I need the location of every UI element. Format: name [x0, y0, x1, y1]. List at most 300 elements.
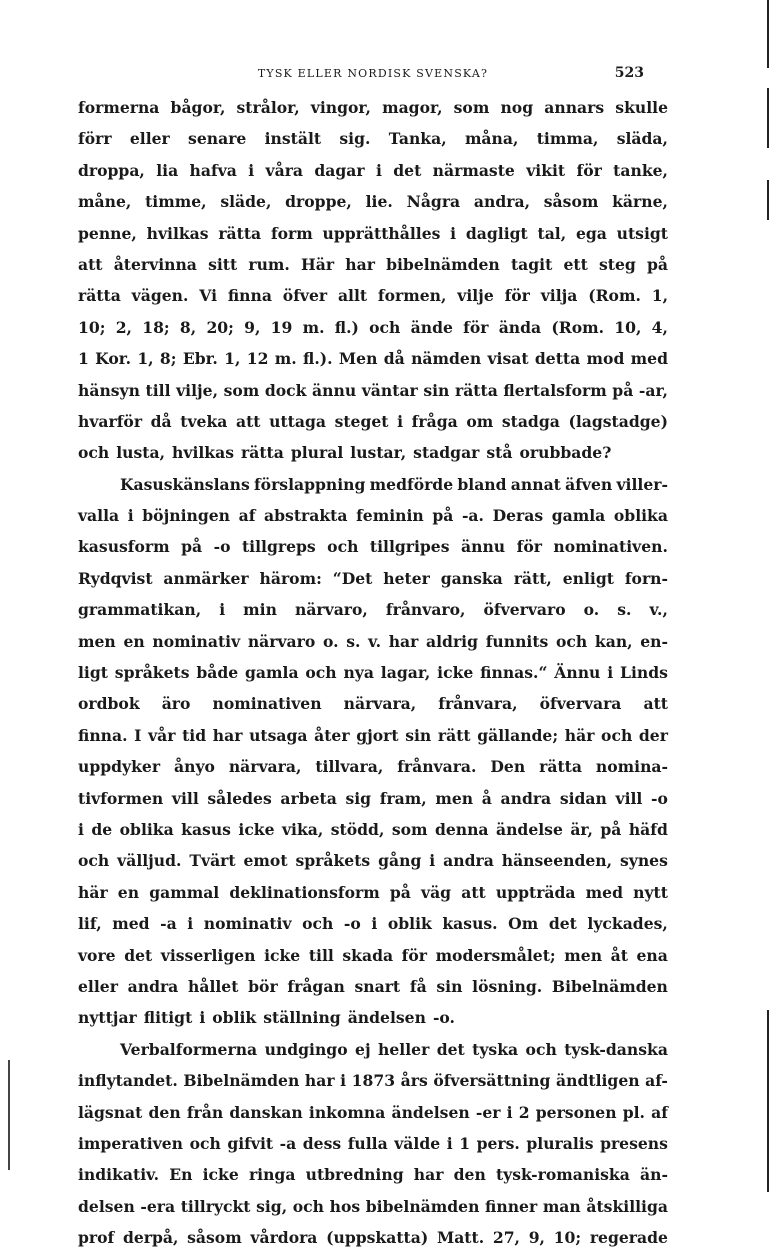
word: således [207, 788, 272, 808]
word: väntar [361, 380, 418, 400]
word: i [127, 506, 134, 526]
word: vår [148, 725, 176, 745]
word: heller [378, 1039, 430, 1059]
word: i [199, 1008, 206, 1028]
word: öfvervaro [483, 600, 566, 620]
scan-edge-line [8, 1060, 10, 1170]
word: ändelsen [347, 1008, 426, 1028]
word: 19 [270, 317, 293, 337]
word: lyckades, [587, 914, 668, 934]
word: det [548, 914, 577, 934]
word: rätta [454, 380, 498, 400]
word: danskan [229, 1102, 303, 1122]
word: inflytandet. [78, 1071, 178, 1091]
word: och [305, 663, 337, 683]
word: 2 [518, 1102, 530, 1122]
text-line [78, 437, 668, 468]
word: gamla [551, 506, 606, 526]
word: än- [640, 1165, 668, 1185]
word: 18; [142, 317, 170, 337]
word: -o. [432, 1008, 455, 1028]
word: uppträda [495, 882, 576, 902]
word: vägen. [131, 286, 189, 306]
word: penne, [78, 223, 137, 243]
text-line [78, 343, 668, 374]
word: få [409, 976, 427, 996]
word: släda, [616, 129, 668, 149]
word: som [223, 380, 260, 400]
word: återvinna [113, 254, 197, 274]
word: lie. [365, 192, 393, 212]
word: utsigt [616, 223, 668, 243]
word: dock [264, 380, 307, 400]
word: 8; [159, 349, 177, 369]
word: mod [586, 349, 625, 369]
word: väg [421, 882, 452, 902]
word: -era [140, 1196, 176, 1216]
word: 1873 [351, 1071, 396, 1091]
word: forn- [624, 568, 668, 588]
word: “Det [332, 568, 373, 588]
word: kasus. [442, 914, 498, 934]
word: har [345, 254, 375, 274]
word: närvara, [228, 757, 302, 777]
word: vill [171, 788, 199, 808]
word: 1, [651, 286, 668, 306]
word: lia [156, 160, 179, 180]
word: droppe, [285, 192, 352, 212]
word: då [150, 411, 172, 431]
word: åter [314, 725, 350, 745]
word: nämden [411, 349, 482, 369]
word: oblik [212, 1008, 257, 1028]
word: sig [345, 788, 372, 808]
word: våra [265, 160, 304, 180]
word: och [556, 631, 588, 651]
text-line [78, 1128, 668, 1159]
word: språkets [295, 851, 371, 871]
scan-edge-line [767, 88, 769, 148]
word: af [238, 506, 256, 526]
word: det [124, 945, 153, 965]
word: att [78, 254, 103, 274]
word: 8, [179, 317, 197, 337]
word: detta [534, 349, 581, 369]
word: tillryckt [180, 1196, 251, 1216]
word: i [187, 914, 194, 934]
word: ringa [248, 1165, 296, 1185]
word: andra [127, 976, 179, 996]
word: 10; [78, 317, 106, 337]
word: Men [338, 349, 378, 369]
word: abstrakta [264, 506, 348, 526]
word: nominativ [152, 631, 241, 651]
word: delsen [78, 1196, 135, 1216]
word: på [600, 819, 622, 839]
word: flertalsform [503, 380, 607, 400]
scan-edge-line [767, 0, 769, 68]
word: droppa, [78, 160, 145, 180]
word: böjningen [142, 506, 230, 526]
word: ega [575, 223, 607, 243]
word: vilje [457, 286, 494, 306]
word: rätt [437, 725, 471, 745]
word: nya [343, 663, 374, 683]
word: i [446, 1133, 453, 1153]
word: sitt [208, 254, 238, 274]
word: har [388, 631, 419, 651]
word: undgingo [264, 1039, 348, 1059]
text-line [78, 406, 668, 437]
word: men [78, 631, 116, 651]
word: som [391, 819, 428, 839]
word: valla [78, 506, 120, 526]
word: och [327, 537, 359, 557]
word: 10, [614, 317, 642, 337]
word: (Rom. [551, 317, 605, 337]
word: prof [78, 1228, 115, 1248]
text-line [78, 971, 668, 1002]
word: emot [243, 851, 288, 871]
text-line [78, 312, 668, 343]
word: 2, [115, 317, 132, 337]
text-line [78, 123, 668, 154]
text-line [78, 375, 668, 406]
word: och [601, 725, 633, 745]
word: kan, [594, 631, 633, 651]
word: och [302, 914, 334, 934]
word: anmärker [163, 568, 249, 588]
word: har [212, 725, 243, 745]
word: nominativen [212, 694, 322, 714]
word: men [435, 788, 474, 808]
text-line [78, 720, 668, 751]
text-line [78, 500, 668, 531]
word: medförde [369, 474, 454, 494]
word: med [630, 349, 668, 369]
word: upprätthålles [322, 223, 441, 243]
word: för [401, 945, 427, 965]
text-line [78, 92, 668, 123]
word: lagar, [380, 663, 431, 683]
word: välde [394, 1133, 441, 1153]
word: aldrig [426, 631, 479, 651]
word: som [453, 98, 490, 117]
word: pluralis [526, 1133, 594, 1153]
word: indikativ. [78, 1165, 160, 1185]
word: i [429, 851, 436, 871]
word: Om [508, 914, 539, 934]
word: 4, [651, 317, 668, 337]
word: man [542, 1196, 581, 1216]
running-title: TYSK ELLER NORDISK SVENSKA? [257, 67, 489, 80]
word: stå [486, 443, 513, 463]
text-line [78, 783, 668, 814]
word: Bibelnämden [551, 976, 668, 996]
word: presens [600, 1133, 668, 1153]
word: funnits [485, 631, 549, 651]
word: instält [264, 129, 322, 149]
word: i [397, 411, 404, 431]
word: tyska [472, 1039, 519, 1059]
word: fulla [347, 1133, 388, 1153]
word: -o [343, 914, 361, 934]
word: på [389, 882, 411, 902]
word: 1 [459, 1133, 471, 1153]
word: v. [368, 631, 382, 651]
text-line [78, 469, 668, 500]
word: icke [264, 945, 301, 965]
word: fl.) [334, 317, 359, 337]
word: arbeta [280, 788, 337, 808]
word: Kor. [95, 349, 131, 369]
text-line [78, 814, 668, 845]
word: med [585, 882, 623, 902]
word: Rydqvist [78, 568, 153, 588]
word: nomina- [595, 757, 668, 777]
word: formen, [377, 286, 447, 306]
word: ett [563, 254, 588, 274]
word: förslappning [253, 474, 366, 494]
word: s. [617, 600, 632, 620]
text-line [78, 1002, 668, 1033]
word: de [91, 819, 113, 839]
word: 9, [244, 317, 261, 337]
word: förr [78, 129, 112, 149]
body-text [78, 92, 668, 1253]
text-line [78, 1222, 668, 1253]
word: hvarför [78, 411, 143, 431]
word: ändelsen [391, 1102, 470, 1122]
word: rätta [241, 443, 284, 463]
word: stadgar [413, 443, 480, 463]
word: tivformen [78, 788, 164, 808]
word: finner [485, 1196, 538, 1216]
word: hafva [189, 160, 237, 180]
word: heter [383, 568, 430, 588]
word: 1, [224, 349, 241, 369]
text-line [78, 1065, 668, 1096]
word: deklinationsform [229, 882, 380, 902]
word: att [235, 411, 261, 431]
word: Ännu [554, 663, 601, 683]
word: måne, [78, 192, 132, 212]
word: enligt [562, 568, 614, 588]
word: släde, [220, 192, 272, 212]
word: skada [342, 945, 394, 965]
word: visat [487, 349, 529, 369]
word: öfversättning [433, 1071, 551, 1091]
word: Några [406, 192, 461, 212]
word: till [145, 380, 171, 400]
text-line [78, 249, 668, 280]
word: magor, [382, 98, 443, 117]
word: ställning [263, 1008, 341, 1028]
word: vällјud. [117, 851, 182, 871]
word: (uppskatta) [326, 1228, 429, 1248]
word: det [393, 160, 422, 180]
word: sin [423, 380, 450, 400]
word: m. [274, 349, 297, 369]
word: utbredning [305, 1165, 404, 1185]
word: nominativ [203, 914, 292, 934]
word: modersmålet; [435, 945, 556, 965]
word: i [450, 223, 457, 243]
word: gällande; [477, 725, 559, 745]
word: lustar, [350, 443, 407, 463]
word: sig. [339, 129, 371, 149]
word: gammal [149, 882, 220, 902]
word: af- [645, 1071, 668, 1091]
word: i [607, 663, 614, 683]
word: närvaro [247, 631, 316, 651]
word: 1, [137, 349, 154, 369]
word: närvaro, [294, 600, 368, 620]
text-line [78, 594, 668, 625]
word: plural [290, 443, 344, 463]
word: hänsyn [78, 380, 140, 400]
word: en- [640, 631, 668, 651]
word: i [78, 819, 84, 839]
word: uttaga [269, 411, 326, 431]
text-line [78, 563, 668, 594]
word: i [340, 1071, 347, 1091]
word: från [186, 1102, 224, 1122]
word: här [78, 882, 108, 902]
word: steget [334, 411, 389, 431]
word: personen [535, 1102, 617, 1122]
text-line [78, 1034, 668, 1065]
word: en [123, 631, 145, 651]
text-line [78, 1191, 668, 1222]
word: o. [583, 600, 600, 620]
word: äro [161, 694, 191, 714]
word: på [432, 506, 454, 526]
word: både [196, 663, 239, 683]
word: närmaste [432, 160, 515, 180]
word: tid [182, 725, 207, 745]
word: i [248, 160, 255, 180]
running-head [78, 65, 668, 83]
word: hos [329, 1196, 361, 1216]
word: Vi [199, 286, 218, 306]
word: och [525, 1039, 557, 1059]
word: gjort [356, 725, 399, 745]
word: frånvara, [438, 694, 518, 714]
word: det [436, 1039, 465, 1059]
text-line [78, 218, 668, 249]
word: 1 [78, 349, 89, 369]
word: annat [510, 474, 561, 494]
word: eller [129, 129, 170, 149]
word: sin [405, 725, 432, 745]
word: Verbalformerna [120, 1039, 258, 1059]
word: i [219, 600, 226, 620]
word: tveka [180, 411, 228, 431]
word: Här [301, 254, 335, 274]
word: dagligt [465, 223, 528, 243]
text-line [78, 751, 668, 782]
word: o. [322, 631, 339, 651]
word: andra [500, 788, 552, 808]
word: för [504, 286, 530, 306]
word: bland [457, 474, 507, 494]
word: Kasuskänslans [120, 474, 250, 494]
word: steg [598, 254, 636, 274]
word: senare [188, 129, 247, 149]
text-line [78, 155, 668, 186]
word: -er [475, 1102, 501, 1122]
word: rätt, [513, 568, 552, 588]
word: -o [651, 788, 668, 808]
word: gång [378, 851, 422, 871]
word: ganska [440, 568, 503, 588]
word: orubbade? [519, 443, 612, 463]
word: hvilkas [172, 443, 234, 463]
word: -ar, [638, 380, 668, 400]
word: hvilkas [146, 223, 209, 243]
text-line [78, 1097, 668, 1128]
word: 12 [246, 349, 269, 369]
text-line [78, 877, 668, 908]
word: hållet [188, 976, 239, 996]
word: utsaga [249, 725, 308, 745]
word: m. [302, 317, 325, 337]
word: strålor, [236, 98, 300, 117]
word: stadga [501, 411, 560, 431]
word: kärne, [612, 192, 668, 212]
word: En [169, 1165, 193, 1185]
word: ordbok [78, 694, 140, 714]
word: andra, [473, 192, 531, 212]
word: tanke, [613, 160, 668, 180]
word: på [612, 380, 634, 400]
text-line [78, 280, 668, 311]
word: oblika [119, 819, 174, 839]
word: den [453, 1165, 486, 1185]
word: bibelnämden [365, 1196, 480, 1216]
word: icke [202, 1165, 239, 1185]
scan-edge-line [767, 1010, 769, 1192]
word: snart [354, 976, 401, 996]
word: och [189, 1133, 221, 1153]
word: 9, [528, 1228, 545, 1248]
word: dagar [314, 160, 365, 180]
word: till [308, 945, 334, 965]
word: -a [279, 1133, 297, 1153]
word: lif, [78, 914, 102, 934]
word: vingor, [310, 98, 371, 117]
text-line [78, 657, 668, 688]
word: icke [238, 819, 275, 839]
word: tillgripes [369, 537, 450, 557]
word: ej [355, 1039, 371, 1059]
word: grammatikan, [78, 600, 202, 620]
word: nog [500, 98, 534, 117]
word: tysk-danska [564, 1039, 668, 1059]
word: eller [78, 976, 118, 996]
word: finnas.“ [480, 663, 548, 683]
word: då [383, 349, 405, 369]
word: uppdyker [78, 757, 161, 777]
word: och [78, 443, 110, 463]
word: nytt [633, 882, 668, 902]
word: I [134, 725, 142, 745]
word: gamla [245, 663, 299, 683]
word: synes [620, 851, 668, 871]
word: flitigt [143, 1008, 193, 1028]
word: för [576, 160, 602, 180]
